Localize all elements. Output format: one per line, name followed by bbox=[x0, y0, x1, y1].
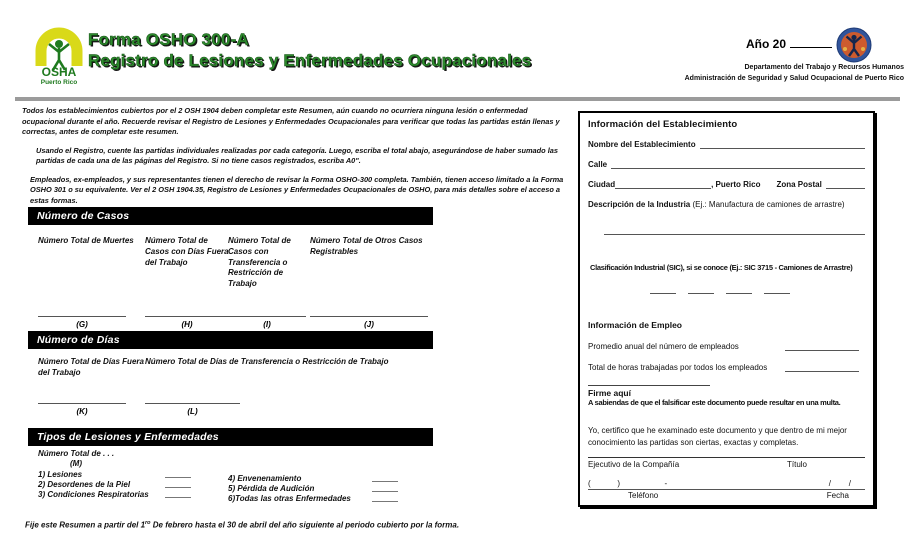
panel-title: Información del Establecimiento bbox=[588, 119, 738, 130]
department-seal-icon bbox=[836, 27, 872, 68]
sic-fields-row bbox=[588, 286, 865, 296]
header-divider bbox=[15, 97, 900, 101]
blank-field-g[interactable] bbox=[38, 316, 126, 317]
zona-postal-field[interactable] bbox=[826, 180, 865, 189]
horas-label: Total de horas trabajadas por todos los empleados bbox=[588, 363, 768, 372]
calle-row bbox=[588, 160, 865, 169]
industria-hint: (Ej.: Manufactura de camiones de arrastre) bbox=[692, 200, 845, 209]
promedio-label: Promedio anual del número de empleados bbox=[588, 342, 739, 351]
sic-field-2[interactable] bbox=[688, 286, 714, 294]
tipos-item-4: 4) Envenenamiento bbox=[228, 474, 302, 483]
ciudad-field[interactable] bbox=[615, 180, 711, 189]
dias-col-l-label: Número Total de Días de Transferencia o Restricción de Trabajo bbox=[145, 357, 389, 366]
code-k: (K) bbox=[76, 407, 88, 416]
form-title-line1: Forma OSHO 300-A bbox=[88, 30, 249, 49]
firme-label: Firme aquí bbox=[588, 388, 631, 398]
ejecutivo-row bbox=[588, 457, 865, 469]
certification-text: Yo, certifico que he examinado este documento y que dentro de mi mejor conocimiento las partidas son ciertas, exactas y completas. bbox=[588, 426, 847, 447]
blank-item-3[interactable] bbox=[165, 497, 191, 498]
intro-paragraph-1: Todos los establecimientos cubiertos por el 2 OSH 1904 deben completar este Resumen, aún cuando no ocurriera ninguna lesión o enfermedad ocupacional durante el año. Recuerde revisar el Registro de Lesiones y Enfermedades Ocupacionales para verificar que todas las partidas están llenas y correctas, antes de completar este resumen. bbox=[22, 106, 560, 137]
footer-part2: De febrero hasta el 30 de abril del año siguiente al periodo cubierto por la forma. bbox=[150, 520, 460, 530]
section-title: Número de Casos bbox=[37, 210, 130, 222]
nombre-row bbox=[588, 140, 865, 149]
telefono-label: Teléfono bbox=[628, 491, 659, 500]
year-label: Año 20 bbox=[746, 37, 787, 51]
year-field-row bbox=[746, 37, 832, 51]
blank-field-k[interactable] bbox=[38, 403, 126, 404]
logo-osha-text: OSHA bbox=[41, 65, 77, 79]
dept-line1: Departamento del Trabajo y Recursos Humanos bbox=[744, 64, 904, 71]
horas-row bbox=[588, 363, 865, 372]
osha-puerto-rico-logo bbox=[30, 24, 88, 91]
footer-superscript: ro bbox=[145, 520, 151, 526]
signature-block bbox=[588, 457, 865, 500]
casos-col-g-label: Número Total de Muertes bbox=[38, 236, 134, 245]
section-header-tipos bbox=[28, 428, 433, 446]
sic-field-4[interactable] bbox=[764, 286, 790, 294]
blank-item-1[interactable] bbox=[165, 477, 191, 478]
tipos-item-1: 1) Lesiones bbox=[38, 470, 83, 479]
form-title-line2: Registro de Lesiones y Enfermedades Ocupacionales bbox=[88, 51, 532, 70]
sic-field-3[interactable] bbox=[726, 286, 752, 294]
industria-label: Descripción de la Industria bbox=[588, 200, 691, 209]
nombre-label: Nombre del Establecimiento bbox=[588, 140, 696, 149]
sic-field-1[interactable] bbox=[650, 286, 676, 294]
intro-paragraph-2: Usando el Registro, cuente las partidas individuales realizadas por cada categoría. Luego, escriba el total abajo, asegurándose de haber sumado las partidas de cada una de las páginas del Registro. Si no tiene casos registrados, escriba A0". bbox=[36, 145, 559, 166]
tipos-total-label: Número Total de . . . bbox=[38, 449, 115, 458]
blank-item-6[interactable] bbox=[372, 501, 398, 502]
posting-instruction bbox=[25, 520, 585, 530]
blank-item-2[interactable] bbox=[165, 487, 191, 488]
calle-field[interactable] bbox=[611, 160, 865, 169]
code-l: (L) bbox=[187, 407, 198, 416]
page-title bbox=[88, 29, 531, 71]
fecha-label: Fecha bbox=[826, 491, 849, 500]
code-g: (G) bbox=[76, 320, 88, 329]
year-blank-field[interactable] bbox=[790, 37, 832, 48]
sic-label: Clasificación Industrial (SIC), si se conoce (Ej.: SIC 3715 - Camiones de Arrastre) bbox=[590, 263, 853, 272]
department-header bbox=[685, 63, 904, 84]
section-header-numero-de-dias bbox=[28, 331, 433, 349]
blank-field-j[interactable] bbox=[310, 316, 428, 317]
osha-arch-icon bbox=[30, 24, 88, 86]
calle-label: Calle bbox=[588, 160, 608, 169]
section-title: Tipos de Lesiones y Enfermedades bbox=[37, 431, 219, 443]
promedio-row bbox=[588, 342, 865, 351]
promedio-field[interactable] bbox=[785, 342, 859, 351]
phone-field-mask[interactable]: ( ) - bbox=[588, 479, 668, 488]
phone-date-row[interactable] bbox=[588, 479, 865, 490]
tipos-item-2: 2) Desordenes de la Piel bbox=[38, 480, 131, 489]
industria-label-row bbox=[588, 200, 865, 209]
date-field-mask[interactable]: / / bbox=[828, 479, 851, 488]
casos-col-j-label: Número Total de Otros Casos Registrables bbox=[310, 236, 423, 256]
titulo-label: Título bbox=[786, 460, 807, 469]
footer-part1: Fije este Resumen a partir del 1 bbox=[25, 520, 146, 530]
ejecutivo-label: Ejecutivo de la Compañía bbox=[588, 460, 680, 469]
puerto-rico-suffix: , Puerto Rico bbox=[711, 180, 761, 189]
section-title: Número de Días bbox=[37, 334, 120, 346]
ciudad-label: Ciudad bbox=[588, 180, 616, 189]
casos-col-h-label: Número Total de Casos con Días Fuera del Trabajo bbox=[145, 236, 229, 267]
code-i: (I) bbox=[263, 320, 271, 329]
dept-line2: Administración de Seguridad y Salud Ocupacional de Puerto Rico bbox=[684, 74, 904, 82]
empleo-title: Información de Empleo bbox=[588, 320, 682, 330]
code-j: (J) bbox=[364, 320, 374, 329]
nombre-field[interactable] bbox=[700, 140, 865, 149]
blank-item-5[interactable] bbox=[372, 491, 398, 492]
blank-field-l[interactable] bbox=[145, 403, 240, 404]
industria-field[interactable] bbox=[604, 226, 865, 235]
multa-warning: A sabiendas de que el falsificar este documento puede resultar en una multa. bbox=[588, 398, 841, 407]
phone-date-labels bbox=[588, 491, 865, 500]
zona-postal-label: Zona Postal bbox=[776, 180, 822, 189]
intro-paragraph-3: Empleados, ex-empleados, y sus representantes tienen el derecho de revisar la Forma OSHO-300 completa. También, tienen acceso limitado a la Forma OSHO 301 o su equivalente. Ver el 2 OSH 1904.35, Registro de Lesiones y Enfermedades Ocupacionales de OSHO, para más detalles sobre el acceso a estas formas. bbox=[30, 174, 564, 205]
blank-field-i[interactable] bbox=[228, 316, 306, 317]
blank-field-h[interactable] bbox=[145, 316, 229, 317]
code-m: (M) bbox=[70, 459, 82, 468]
tipos-item-6: 6)Todas las otras Enfermedades bbox=[228, 494, 351, 503]
industria-field-row bbox=[588, 226, 865, 235]
section-header-numero-de-casos bbox=[28, 207, 433, 225]
code-h: (H) bbox=[181, 320, 193, 329]
horas-field[interactable] bbox=[785, 363, 859, 372]
blank-item-4[interactable] bbox=[372, 481, 398, 482]
logo-region-text: Puerto Rico bbox=[40, 79, 78, 86]
tipos-item-5: 5) Pérdida de Audición bbox=[228, 484, 315, 493]
intro-instructions bbox=[22, 106, 570, 206]
tipos-item-3: 3) Condiciones Respiratorias bbox=[38, 490, 149, 499]
firme-signature-line[interactable] bbox=[588, 385, 710, 386]
establishment-info-panel bbox=[578, 111, 875, 507]
casos-col-i-label: Número Total de Casos con Transferencia o Restricción de Trabajo bbox=[228, 236, 291, 289]
dias-col-k-label: Número Total de Días Fuera del Trabajo bbox=[38, 357, 144, 377]
ciudad-row bbox=[588, 180, 865, 189]
